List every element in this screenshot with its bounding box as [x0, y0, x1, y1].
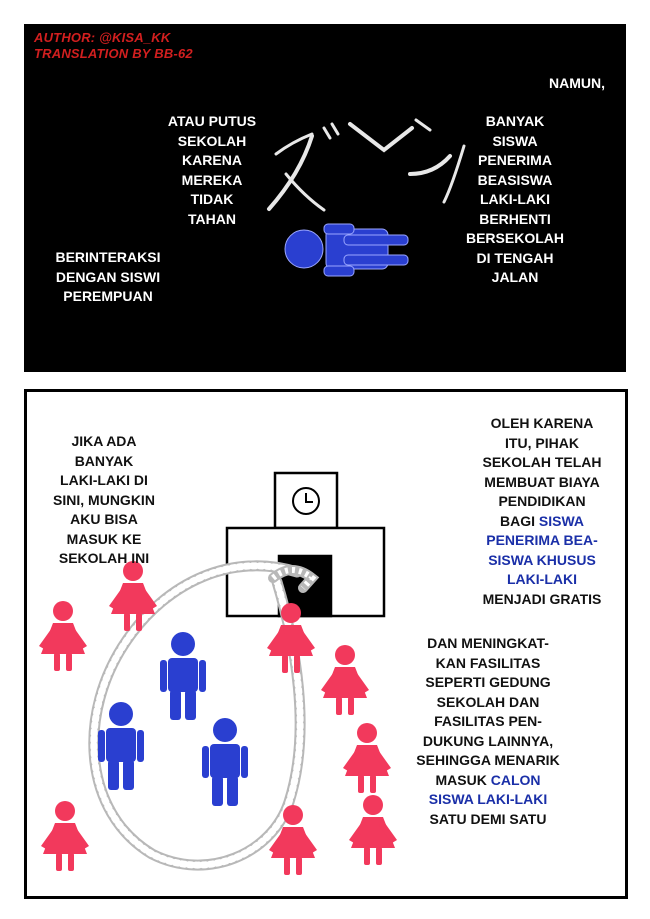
sfx-zuben	[269, 120, 464, 210]
panel-bottom	[24, 389, 628, 899]
boy-figure	[160, 632, 206, 720]
boy-figure	[98, 702, 144, 790]
text-namun: NAMUN,	[549, 75, 605, 91]
text-banyak: BANYAK SISWA PENERIMA BEASISWA LAKI-LAKI BERHENTI BERSEKOLAH DI TENGAH JALAN	[465, 113, 564, 285]
text-interaksi: BERINTERAKSI DENGAN SISWI PEREMPUAN	[55, 249, 161, 304]
panel-top	[24, 24, 626, 372]
text-jika: JIKA ADA BANYAK LAKI-LAKI DI SINI, MUNGKIN AKU BISA MASUK KE SEKOLAH INI	[53, 433, 155, 566]
boy-figure	[202, 718, 248, 806]
sfx-label	[0, 0, 1, 1]
text-dan-meningkatkan: DAN MENINGKAT- KAN FASILITAS SEPERTI GEDUNG SEKOLAH DAN FASILITAS PEN- DUKUNG LAINNYA, SEHINGGA MENARIK MASUK CALON SISWA LAKI-LAKI SATU DEMI SATU	[416, 635, 560, 827]
fallen-boy-figure	[285, 224, 408, 276]
girl-figure	[349, 795, 397, 865]
text-putus: ATAU PUTUS SEKOLAH KARENA MEREKA TIDAK TAHAN	[167, 113, 257, 227]
girl-figure	[321, 645, 369, 715]
girl-figure	[109, 561, 157, 631]
text-oleh-karena: OLEH KARENA ITU, PIHAK SEKOLAH TELAH MEMBUAT BIAYA PENDIDIKAN BAGI SISWA PENERIMA BEA- SISWA KHUSUS LAKI-LAKI MENJADI GRATIS	[482, 415, 602, 607]
girl-figure	[41, 801, 89, 871]
credits	[34, 30, 193, 62]
author-credit: AUTHOR: @KISA_KK	[34, 30, 171, 45]
translation-credit: TRANSLATION BY BB-62	[34, 46, 193, 61]
girl-figure	[39, 601, 87, 671]
girl-figure	[343, 723, 391, 793]
girl-figure	[269, 805, 317, 875]
